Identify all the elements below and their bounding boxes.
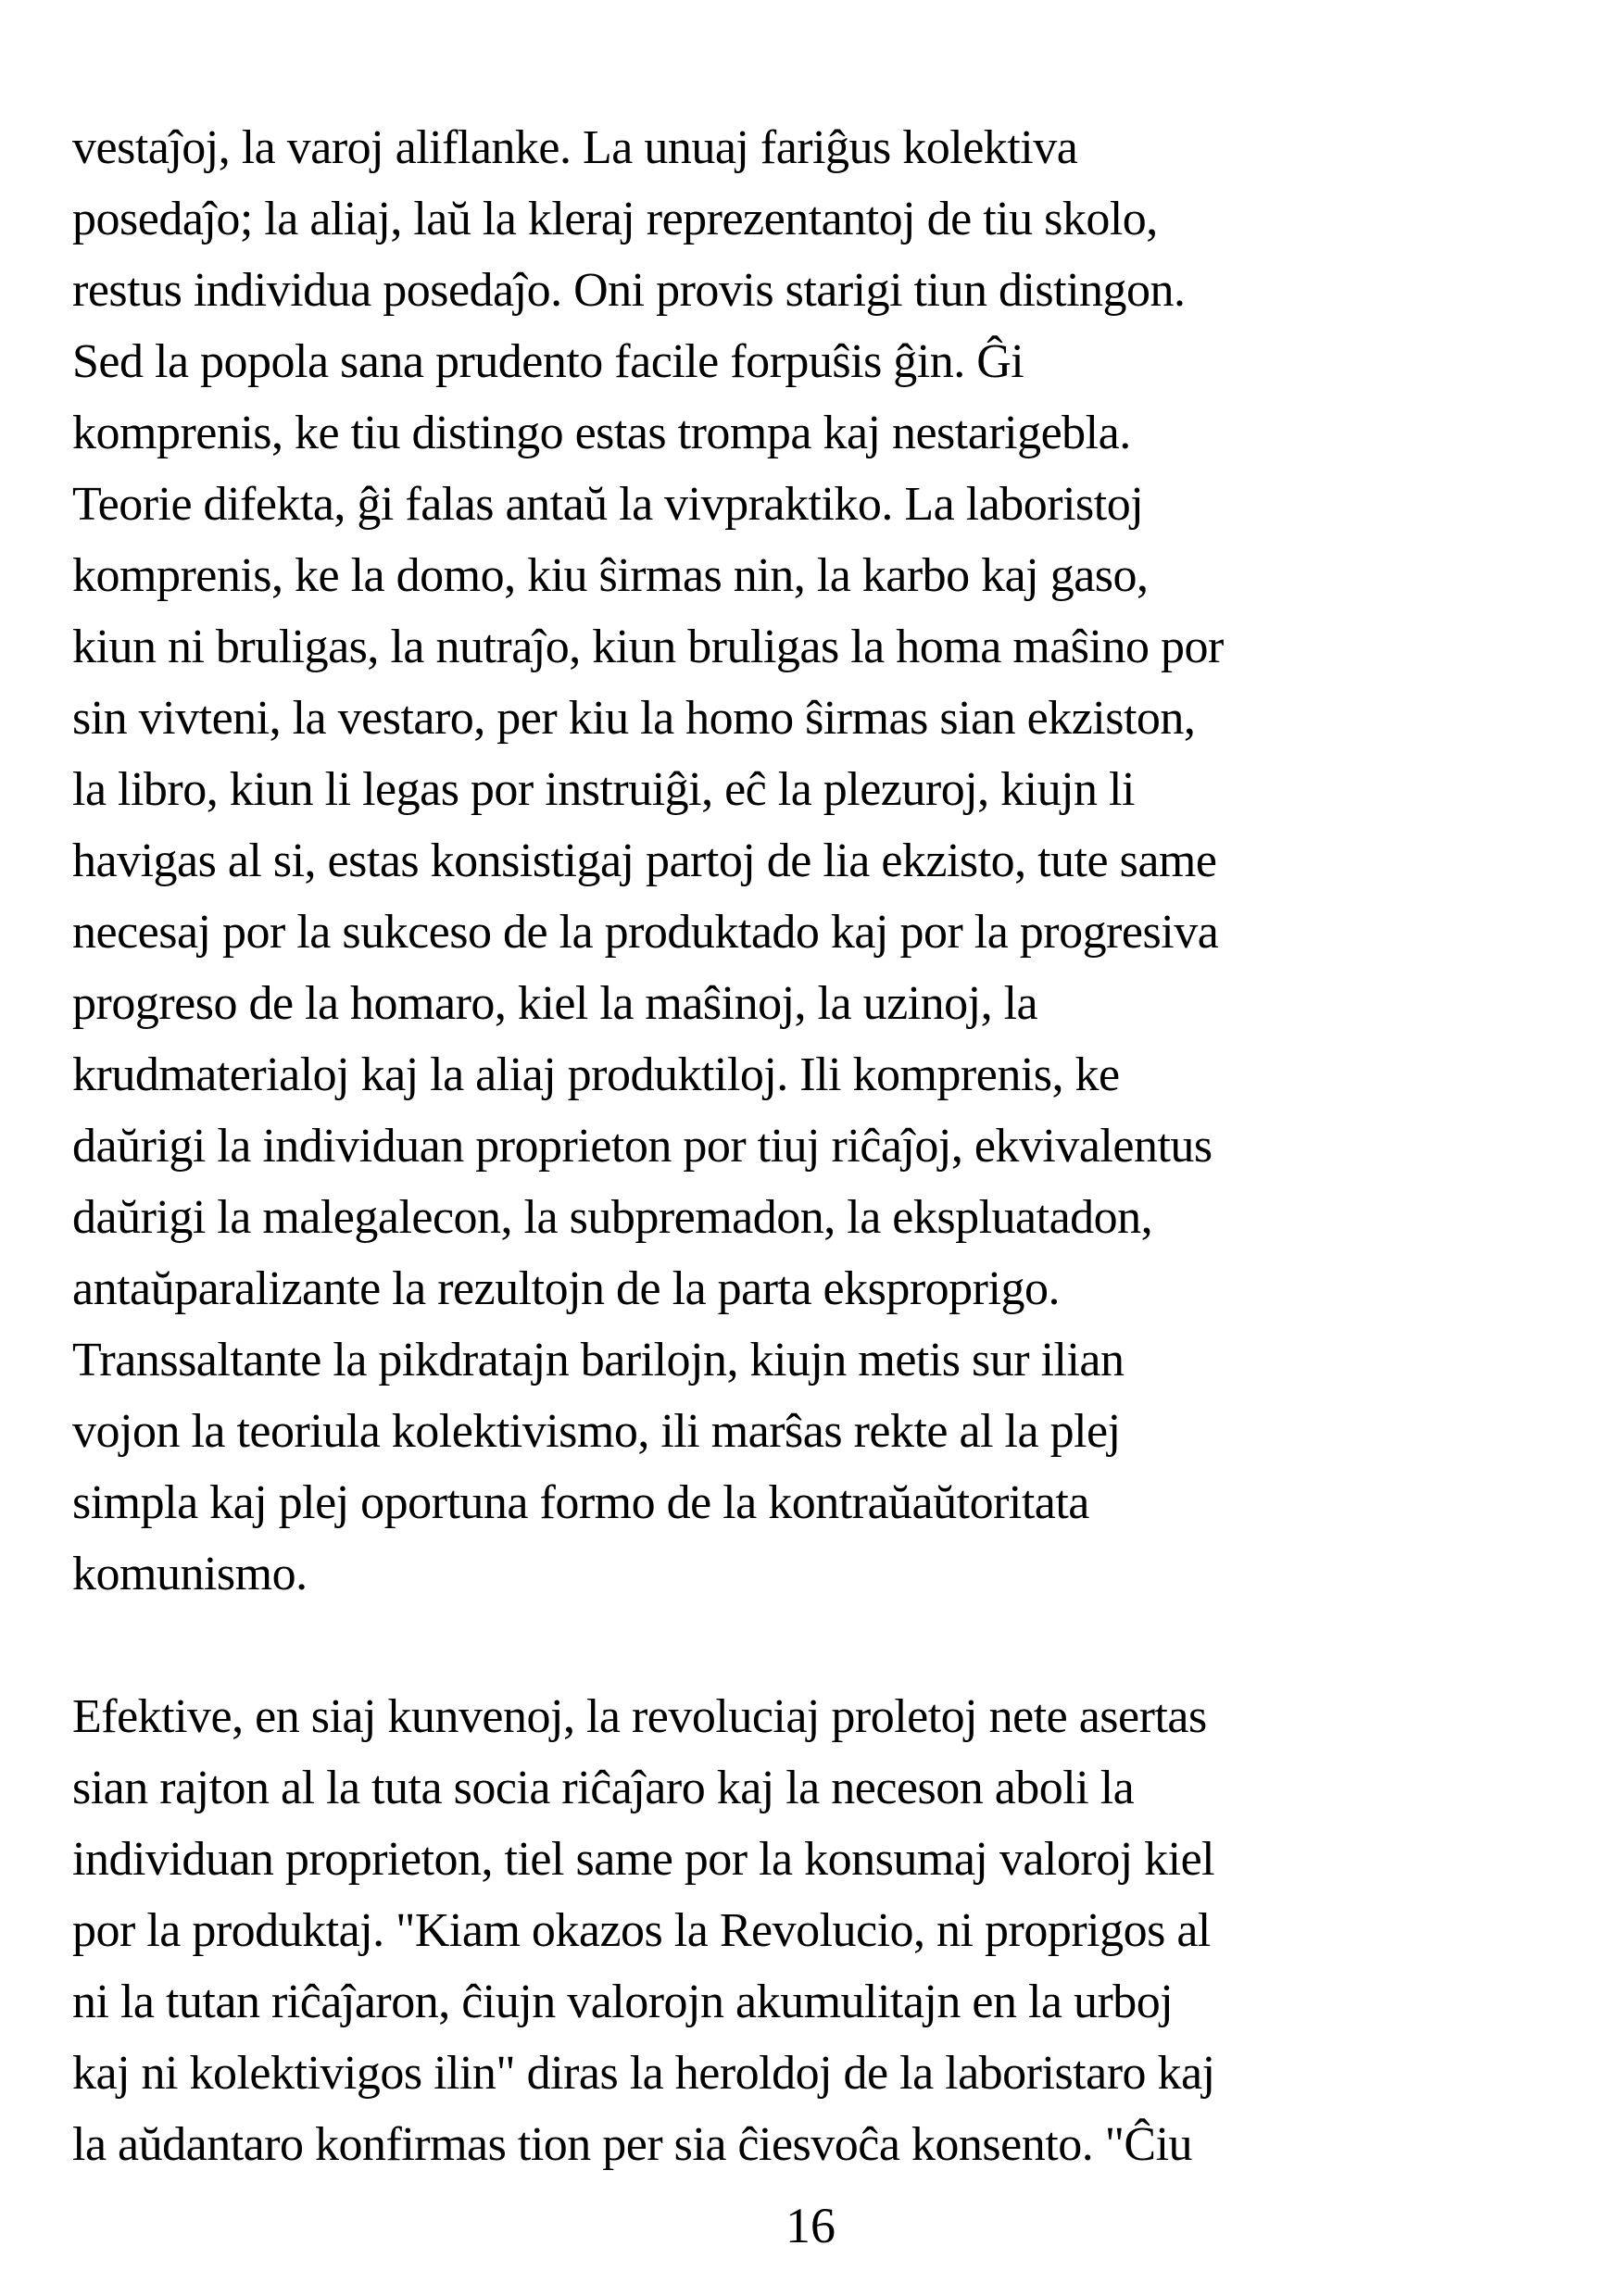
text-line: necesaj por la sukceso de la produktado kaj por la progresiva [72, 906, 1219, 959]
text-line: kiun ni bruligas, la nutraĵo, kiun bruligas la homa maŝino por [72, 621, 1224, 673]
text-line: ni la tutan riĉaĵaron, ĉiujn valorojn akumulitajn en la urboj [72, 1976, 1174, 2028]
text-line: antaŭparalizante la rezultojn de la parta eksproprigo. [72, 1262, 1060, 1315]
text-line: sin vivteni, la vestaro, per kiu la homo ŝirmas sian ekziston, [72, 692, 1196, 745]
page-number: 16 [785, 2198, 836, 2253]
text-line: Efektive, en siaj kunvenoj, la revoluciaj proletoj nete asertas [72, 1690, 1207, 1743]
text-line: krudmaterialoj kaj la aliaj produktiloj. Ili komprenis, ke [72, 1048, 1120, 1101]
text-line: havigas al si, estas konsistigaj partoj de lia ekzisto, tute same [72, 834, 1217, 887]
text-line: la aŭdantaro konfirmas tion per sia ĉiesvoĉa konsento. "Ĉiu [72, 2118, 1193, 2171]
paragraph-1 [72, 112, 1565, 1610]
text-line: progreso de la homaro, kiel la maŝinoj, la uzinoj, la [72, 977, 1038, 1030]
paragraph-2 [72, 1681, 1565, 2180]
text-line: Transsaltante la pikdratajn barilojn, kiujn metis sur ilian [72, 1334, 1125, 1386]
text-line: komprenis, ke la domo, kiu ŝirmas nin, la karbo kaj gaso, [72, 549, 1149, 602]
text-line: posedaĵo; la aliaj, laŭ la kleraj reprezentantoj de tiu skolo, [72, 193, 1158, 245]
text-line: daŭrigi la malegalecon, la subpremadon, la ekspluatadon, [72, 1191, 1153, 1244]
text-line: individuan proprieton, tiel same por la konsumaj valoroj kiel [72, 1833, 1215, 1886]
text-line: Teorie difekta, ĝi falas antaŭ la vivpraktiko. La laboristoj [72, 478, 1144, 531]
text-line: por la produktaj. "Kiam okazos la Revolucio, ni proprigos al [72, 1904, 1211, 1957]
text-line: komprenis, ke tiu distingo estas trompa kaj nestarigebla. [72, 407, 1131, 459]
body-text [72, 112, 1565, 2180]
text-line: Sed la popola sana prudento facile forpuŝis ĝin. Ĝi [72, 335, 1024, 388]
text-line: simpla kaj plej oportuna formo de la kontraŭaŭtoritata [72, 1476, 1089, 1529]
text-line: sian rajton al la tuta socia riĉaĵaro kaj la neceson aboli la [72, 1762, 1135, 1814]
text-line: komunismo. [72, 1548, 308, 1600]
text-line: vojon la teoriula kolektivismo, ili marŝas rekte al la plej [72, 1405, 1121, 1458]
text-line: restus individua posedaĵo. Oni provis starigi tiun distingon. [72, 264, 1186, 317]
text-line: daŭrigi la individuan proprieton por tiuj riĉaĵoj, ekvivalentus [72, 1120, 1213, 1173]
text-line: la libro, kiun li legas por instruiĝi, eĉ la plezuroj, kiujn li [72, 763, 1135, 816]
text-line: kaj ni kolektivigos ilin" diras la heroldoj de la laboristaro kaj [72, 2047, 1215, 2100]
text-line: vestaĵoj, la varoj aliflanke. La unuaj fariĝus kolektiva [72, 121, 1078, 174]
